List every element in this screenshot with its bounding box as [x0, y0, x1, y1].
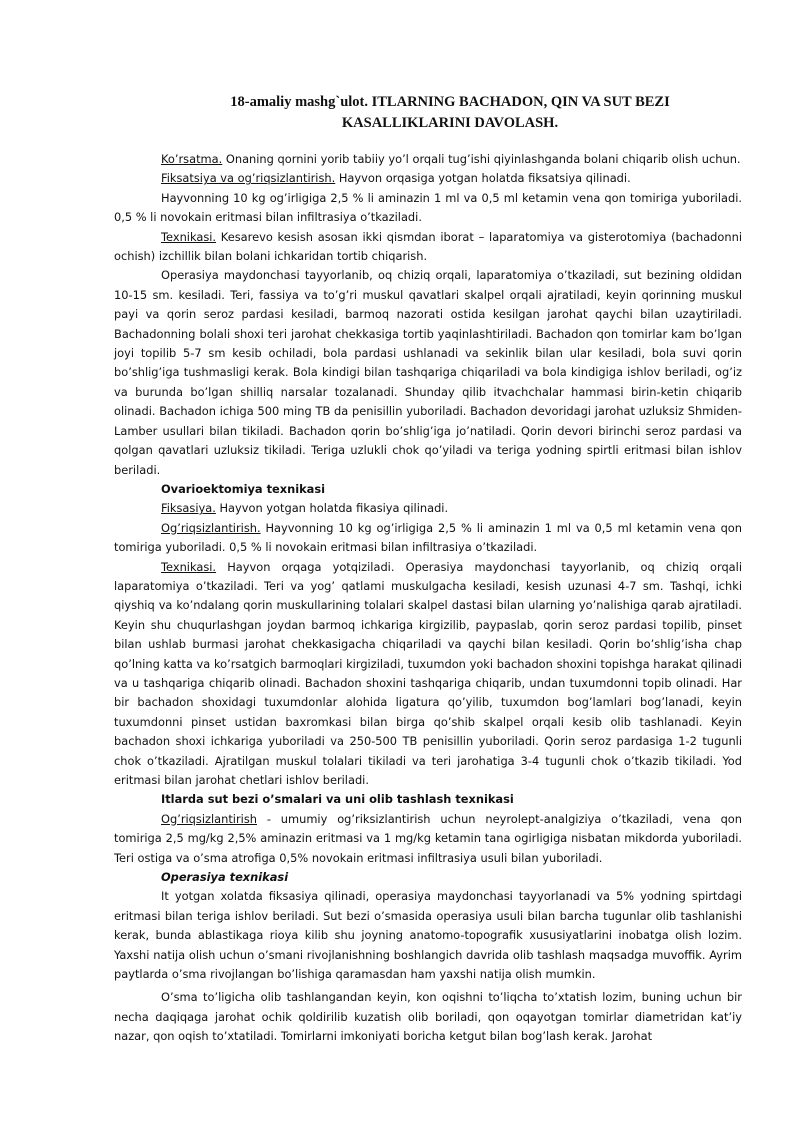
label-ovx-fixation: Fiksasiya. — [161, 501, 216, 516]
page-title — [150, 92, 750, 134]
paragraph-dosage: Hayvonning 10 kg og’irligiga 2,5 % li aminazin 1 ml va 0,5 ml ketamin vena qon tomiriga yuboriladi. 0,5 % li novokain eritmasi bilan infiltrasiya o’tkaziladi. — [114, 190, 742, 225]
document-body — [114, 150, 742, 1047]
paragraph-mammary-operation: It yotgan xolatda fiksasiya qilinadi, operasiya maydonchasi tayyorlanadi va 5% yodning spirtdagi eritmasi bilan teriga ishlov beriladi. Sut bezi o’smasida operasiya usuli bilan barcha tugunlar olib tashlanishi kerak, bunda ablastikaga rioya kilib shu joyning anatomo-topografik xususiyatlarini inobatga olish lozim. Yaxshi natija olish uchun o’smani rivojlanishning boshlangich davrida olib tashlash maqsadga muvoffik. Ayrim paytlarda o’sma rivojlangan bo’lishiga qaramasdan ham yaxshi natija olish mumkin. — [114, 889, 742, 982]
label-ovx-technique: Texnikasi. — [161, 559, 217, 574]
label-ovx-anesthesia: Og’riqsizlantirish. — [161, 520, 261, 535]
heading-operation-technique: Operasiya texnikasi — [161, 870, 289, 885]
paragraph-ovx-technique: Texnikasi. Hayvon orqaga yotqiziladi. Operasiya maydonchasi tayyorlanib, oq chiziq orqali laparatomiya o’tkaziladi. Teri va yog’ qatlami muskulgacha kesiladi, kesish uzunasi 4-7 sm. Tashqi, ichki qiyshiq va ko’ndalang qorin muskullarining tolalari skalpel dastasi bilan ularning yo’nalishiga qarab ajratiladi. Keyin shu chuqurlashgan joydan barmoq ichkariga kirgizilib, paypaslab, qorin seroz pardasi topilib, pinset bilan ushlab burmasi jarohat chekkasigacha chiqariladi va qaychi bilan kesiladi. Qorin bo’shlig’isha chap qo’lning katta va ko’rsatgich barmoqlari kirgiziladi, tuxumdon yoki bachadon shoxini topishga harakat qilinadi va u tashqariga chiqarib olinadi. Bachadon shoxini tashqariga chiqarib, undan tuxumdonni topib olinadi. Har bir bachadon shoxidagi tuxumdonlar alohida ligatura qo’yilib, tuxumdon bog’lamlari bog’lanadi, keyin tuxumdonni pinset ustidan baxromkasi bilan birga qo’shib skalpel orqali kesib olib tashlanadi. Keyin bachadon shoxi ichkariga yuboriladi va 250-500 TB penisillin yuboriladi. Qorin seroz pardasiga 1-2 tugunli chok o’tkaziladi. Ajratilgan muskul tolalari tikiladi va teri jarohatiga 3-4 tugunli chok o’tkazib tikiladi. Yod eritmasi bilan jarohat chetlari ishlov beriladi. — [114, 559, 742, 787]
paragraph-technique: Texnikasi. Kesarevo kesish asosan ikki qismdan iborat – laparatomiya va gisterotomiya (bachadonni ochish) izchillik bilan bolani ichkaridan tortib chiqarish. — [114, 229, 742, 264]
title-line-2: KASALLIKLARINI DAVOLASH. — [341, 115, 559, 131]
label-fixation: Fiksatsiya va og’riqsizlantirish. — [161, 171, 336, 186]
paragraph-operation: Operasiya maydonchasi tayyorlanib, oq chiziq orqali, laparatomiya o’tkaziladi, sut bezining oldidan 10-15 sm. kesiladi. Teri, fassiya va to’g’ri muskul qavatlari skalpel orqali ajratiladi, keyin qorinning muskul payi va qorin seroz pardasi kesiladi, barmoq nazorati ostida kesilgan jarohat qaychi bilan uzaytiriladi. Bachadonning bolali shoxi teri jarohat chekkasiga tortib yaqinlashtiriladi. Bachadon qon tomirlar kam bo’lgan joyi topilib 5-7 sm kesib ochiladi, bola pardasi ushlanadi va sekinlik bilan ular kesiladi, bola suvi qorin bo’shlig’iga tushmasligi kerak. Bola kindigi bilan tashqariga chiqariladi va bola kindigiga ishlov beriladi, og’iz va burunda bo’lgan shilliq narsalar tozalanadi. Shunday qilib itvachchalar hammasi birin-ketin chiqarib olinadi. Bachadon ichiga 500 ming TB da penisillin yuboriladi. Bachadon devoridagi jarohat uzluksiz Shmiden-Lamber usullari bilan tikiladi. Bachadon qorin bo’shlig’iga jo’natiladi. Qorin devori birinchi seroz pardasi va qolgan qavatlari uzluksiz tikiladi. Teriga uzlukli chok qo’yiladi va teriga yodning spirtli eritmasi bilan ishlov beriladi. — [114, 268, 742, 477]
title-line-1: 18-amaliy mashg`ulot. ITLARNING BACHADON, QIN VA SUT BEZI — [230, 94, 670, 110]
paragraph-ovx-fixation: Fiksasiya. Hayvon yotgan holatda fikasiya qilinadi. — [161, 501, 449, 516]
label-mammary-anesthesia: Og’riqsizlantirish — [161, 811, 257, 826]
paragraph-fixation: Fiksatsiya va og’riqsizlantirish. Hayvon orqasiga yotgan holatda fiksatsiya qilinadi. — [161, 171, 631, 186]
heading-mammary-tumors: Itlarda sut bezi o’smalari va uni olib tashlash texnikasi — [161, 792, 514, 807]
label-technique: Texnikasi. — [161, 229, 217, 244]
heading-ovariectomy: Ovarioektomiya texnikasi — [161, 481, 326, 496]
label-indication: Ko’rsatma. — [161, 152, 223, 166]
paragraph-mammary-anesthesia: Og’riqsizlantirish - umumiy og’riksizlantirish uchun neyrolept-analgiziya o’tkaziladi, vena qon tomiriga 2,5 mg/kg 2,5% aminazin eritmasi va 1 mg/kg ketamin tana ogirligiga nisbatan mikdorda yuboriladi. Teri ostiga va o’sma atrofiga 0,5% novokain eritmasi infiltrasiya usuli bilan yuboriladi. — [114, 811, 742, 865]
paragraph-ovx-anesthesia: Og’riqsizlantirish. Hayvonning 10 kg og’irligiga 2,5 % li aminazin 1 ml va 0,5 ml ketamin vena qon tomiriga yuboriladi. 0,5 % li novokain eritmasi bilan infiltrasiya o’tkaziladi. — [114, 520, 742, 555]
paragraph-hemostasis: O’sma to’ligicha olib tashlangandan keyin, kon oqishni to’liqcha to’xtatish lozim, buning uchun bir necha daqiqaga jarohat ochik qoldirilib kuzatish olib boriladi, qon oqayotgan tomirlar diametridan kat’iy nazar, qon oqish to’xtatiladi. Tomirlarni imkoniyati boricha ketgut bilan bog’lash kerak. Jarohat — [114, 990, 742, 1044]
paragraph-indication: Ko’rsatma. Onaning qornini yorib tabiiy yo’l orqali tug’ishi qiyinlashganda bolani chiqarib olish uchun. — [161, 152, 741, 166]
